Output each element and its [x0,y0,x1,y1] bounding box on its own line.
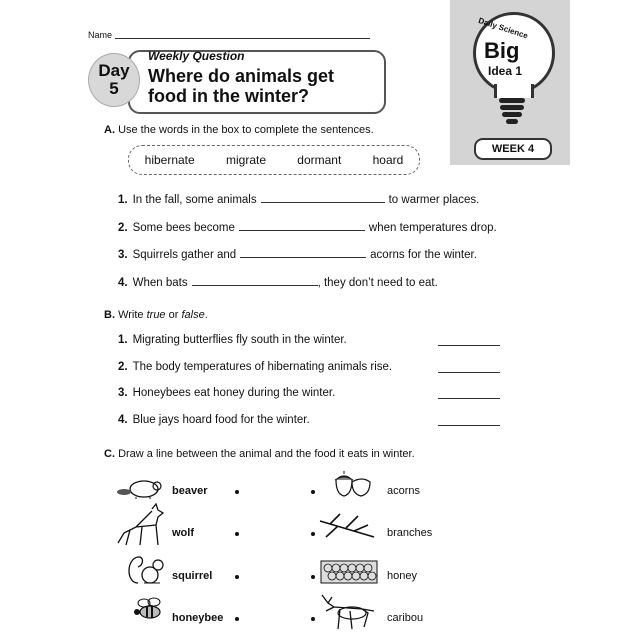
animal-dot-wolf[interactable] [235,532,239,536]
section-b-instruction: B. Write true or false. [104,309,208,321]
word-migrate: migrate [225,153,266,167]
lightbulb-neck [494,84,534,98]
animal-dot-beaver[interactable] [235,490,239,494]
word-false: false [181,309,205,321]
animal-beaver: beaver [172,485,208,497]
section-c-letter: C. [104,448,115,460]
answer-blank-2[interactable] [239,220,365,231]
branches-icon [318,511,376,541]
answer-blank-3[interactable] [240,247,366,258]
tf-item-1: 1. Migrating butterflies fly south in the winter. [118,334,347,346]
tf-answer-line-4[interactable] [438,425,500,426]
tf-item-3: 3. Honeybees eat honey during the winter. [118,387,336,399]
word-hibernate: hibernate [144,153,195,167]
weekly-question-title [148,66,334,106]
acorn-icon [330,470,374,498]
animal-honeybee: honeybee [172,612,224,624]
answer-blank-4[interactable] [192,275,318,286]
name-label: Name [88,30,113,40]
tf-item-4: 4. Blue jays hoard food for the winter. [118,414,310,426]
word-hoard: hoard [372,153,404,167]
sentence-3: 3. Squirrels gather and acorns for the winter. [118,249,477,261]
week-badge: WEEK 4 [474,138,552,160]
food-honey: honey [387,570,417,582]
tf-answer-line-1[interactable] [438,345,500,346]
sentence-2: 2. Some bees become when temperatures drop. [118,222,497,234]
beaver-icon [116,476,164,500]
animal-dot-squirrel[interactable] [235,575,239,579]
section-a-instruction [104,124,374,136]
day-number: 5 [109,79,119,98]
squirrel-icon [124,553,166,587]
animal-wolf: wolf [172,527,194,539]
animal-squirrel: squirrel [172,570,213,582]
question-line-1: Where do animals get [148,66,335,86]
tf-answer-line-3[interactable] [438,398,500,399]
caribou-icon [318,593,380,633]
food-dot-branches[interactable] [311,532,315,536]
food-dot-honey[interactable] [311,575,315,579]
lightbulb-base-icon [499,98,525,128]
food-caribou: caribou [387,612,424,624]
section-a-letter: A. [104,124,115,136]
answer-blank-1[interactable] [261,192,385,203]
word-box [128,145,420,175]
section-a-text: Use the words in the box to complete the sentences. [118,124,374,136]
name-line[interactable] [115,38,370,39]
day-badge [88,53,140,107]
food-dot-acorns[interactable] [311,490,315,494]
section-c-instruction: C. Draw a line between the animal and the food it eats in winter. [104,448,415,460]
word-true: true [146,309,166,321]
tf-item-2: 2. The body temperatures of hibernating animals rise. [118,361,393,373]
tf-answer-line-2[interactable] [438,372,500,373]
food-acorns: acorns [387,485,421,497]
honeycomb-icon [320,560,378,584]
food-dot-caribou[interactable] [311,617,315,621]
big-idea-big: Big [484,38,520,63]
honeybee-icon [130,597,166,623]
day-word: Day [98,61,130,80]
series-title: Daily Science [477,16,530,41]
wolf-icon [116,503,166,549]
weekly-question-label: Weekly Question [148,49,245,63]
food-branches: branches [387,527,433,539]
question-line-2: food in the winter? [148,86,309,106]
big-idea-number: Idea 1 [488,64,523,78]
sentence-4: 4. When bats , they don’t need to eat. [118,277,438,289]
sentence-1: 1. In the fall, some animals to warmer places. [118,194,480,206]
section-b-letter: B. [104,309,115,321]
word-dormant: dormant [297,153,342,167]
animal-dot-honeybee[interactable] [235,617,239,621]
